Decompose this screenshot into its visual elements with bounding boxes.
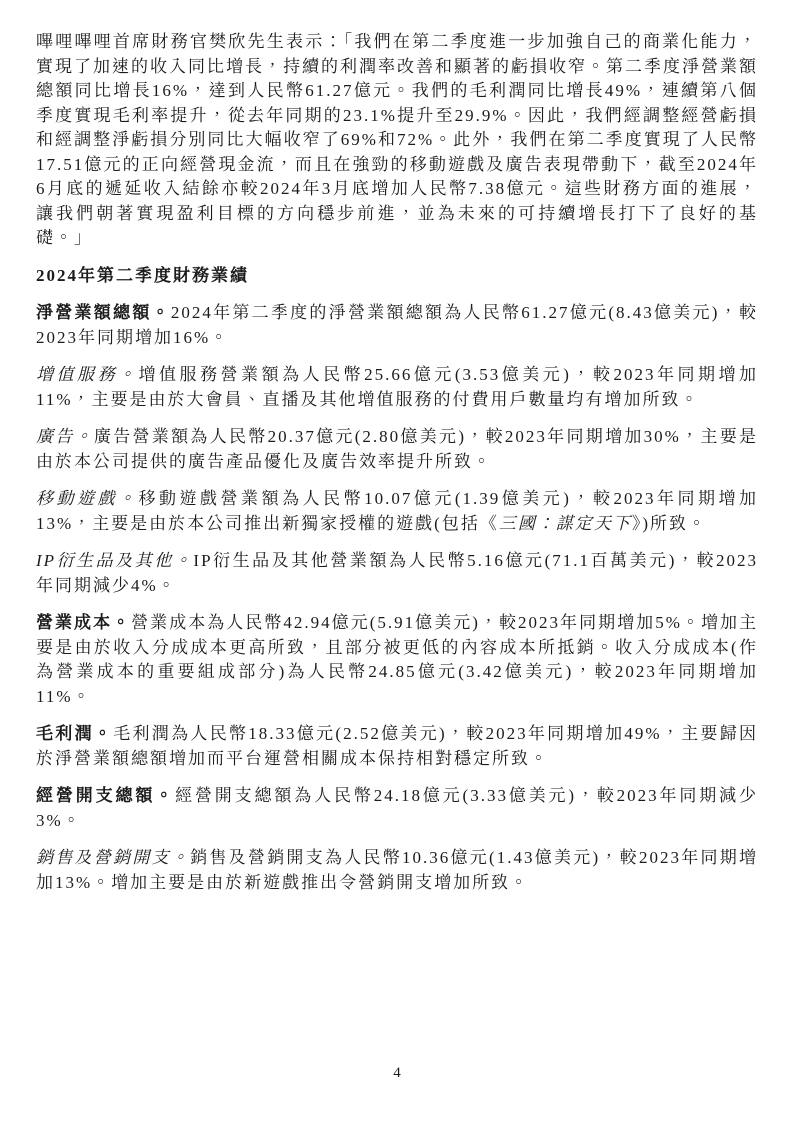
text-segment: 營業成本為人民幣42.94億元(5.91億美元)，較2023年同期增加5%。增加主要是由於收入分成成本更高所致，且部分被更低的內容成本所抵銷。收入分成成本(作為營業成本的重要組成部分)為人民幣24.85億元(3.42億美元)，較2023年同期增加11%。 [36, 613, 759, 706]
text-segment: 移動遊戲。 [36, 489, 139, 508]
text-segment: 毛利潤。 [36, 724, 114, 743]
text-segment: 廣告營業額為人民幣20.37億元(2.80億美元)，較2023年同期增加30%，主要是由於本公司提供的廣告產品優化及廣告效率提升所致。 [36, 427, 759, 471]
paragraph-cost-of-revenues [36, 611, 758, 709]
text-segment: 淨營業額總額。 [36, 303, 171, 322]
text-segment: IP衍生品及其他。 [36, 551, 194, 570]
text-segment: 移動遊戲營業額為人民幣10.07億元(1.39億美元)，較2023年同期增加13%，主要是由於本公司推出新獨家授權的遊戲(包括《 [36, 489, 758, 533]
text-segment: 2024年第二季度財務業績 [36, 265, 249, 285]
paragraph-total-net-revenues [36, 301, 758, 350]
paragraph-total-operating-expenses [36, 784, 758, 833]
text-segment: 》)所致。 [631, 513, 707, 533]
text-segment: 三國：謀定天下 [498, 513, 632, 533]
paragraph-ip-derivatives-and-others [36, 549, 758, 598]
paragraph-value-added-services [36, 363, 758, 412]
page-number: 4 [393, 1065, 401, 1081]
text-segment: 增值服務。 [36, 365, 139, 384]
text-segment: 經營開支總額。 [36, 786, 176, 805]
text-segment: 銷售及營銷開支。 [36, 848, 191, 867]
text-segment: 2024年第二季度的淨營業額總額為人民幣61.27億元(8.43億美元)，較2023年同期增加16%。 [36, 303, 758, 347]
text-segment: 營業成本。 [36, 613, 132, 632]
section-heading-q2-2024-results [36, 264, 758, 289]
paragraph-advertising [36, 425, 758, 474]
text-segment: 銷售及營銷開支為人民幣10.36億元(1.43億美元)，較2023年同期增加13%。增加主要是由於新遊戲推出令營銷開支增加所致。 [36, 848, 759, 892]
paragraph-sales-and-marketing-expenses [36, 846, 758, 895]
paragraph-cfo-quote [36, 30, 758, 251]
paragraph-mobile-games [36, 487, 758, 536]
text-segment: 經營開支總額為人民幣24.18億元(3.33億美元)，較2023年同期減少3%。 [36, 786, 759, 830]
text-segment: 增值服務營業額為人民幣25.66億元(3.53億美元)，較2023年同期增加11%，主要是由於大會員、直播及其他增值服務的付費用戶數量均有增加所致。 [36, 365, 758, 409]
document-body [36, 30, 758, 895]
text-segment: 嗶哩嗶哩首席財務官樊欣先生表示：「我們在第二季度進一步加強自己的商業化能力，實現了加速的收入同比增長，持續的利潤率改善和顯著的虧損收窄。第二季度淨營業額總額同比增長16%，達到人民幣61.27億元。我們的毛利潤同比增長49%，連續第八個季度實現毛利率提升，從去年同期的23.1%提升至29.9%。因此，我們經調整經營虧損和經調整淨虧損分別同比大幅收窄了69%和72%。此外，我們在第二季度實現了人民幣17.51億元的正向經營現金流，而且在強勁的移動遊戲及廣告表現帶動下，截至2024年6月底的遞延收入結餘亦較2024年3月底增加人民幣7.38億元。這些財務方面的進展，讓我們朝著實現盈利目標的方向穩步前進，並為未來的可持續增長打下了良好的基礎。」 [36, 32, 758, 247]
text-segment: 廣告。 [36, 427, 94, 446]
page-footer [0, 1064, 794, 1082]
text-segment: IP衍生品及其他營業額為人民幣5.16億元(71.1百萬美元)，較2023年同期減少4%。 [36, 551, 759, 595]
paragraph-gross-profit [36, 722, 758, 771]
text-segment: 毛利潤為人民幣18.33億元(2.52億美元)，較2023年同期增加49%，主要歸因於淨營業額總額增加而平台運營相關成本保持相對穩定所致。 [36, 724, 759, 768]
